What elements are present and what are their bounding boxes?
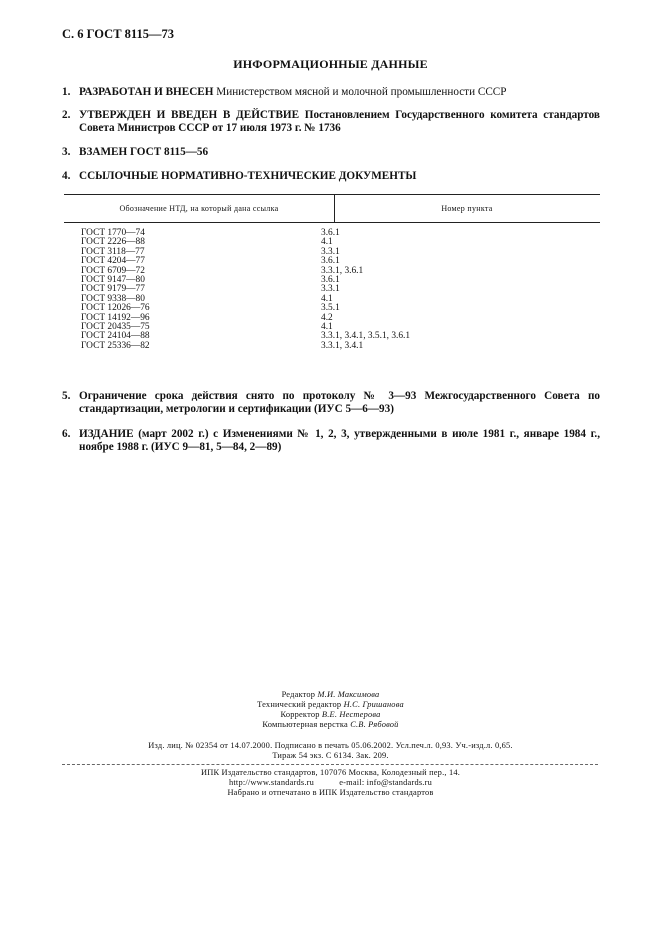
- document-designation: ГОСТ 4204—77: [81, 256, 145, 267]
- imprint-editor: Редактор М.И. Максимова: [281, 690, 380, 699]
- imprint-publisher-address: ИПК Издательство стандартов, 107076 Москва, Колодезный пер., 14.: [200, 768, 461, 777]
- clause-number: 4.1: [321, 293, 333, 304]
- clause-number: 3.6.1: [321, 256, 340, 267]
- document-designation: ГОСТ 12026—76: [81, 303, 150, 314]
- item-text: Ограничение срока действия снято по протоколу № 3—93 Межгосударственного Совета по стандартизации, метрологии и сертификации (ИУС 5—6—93): [79, 390, 600, 415]
- document-designation: ГОСТ 9338—80: [81, 293, 145, 304]
- item-number: 1.: [62, 86, 71, 98]
- imprint-tech-editor: Технический редактор Н.С. Гришанова: [257, 700, 404, 709]
- clause-number: 3.3.1: [321, 246, 340, 257]
- table-header: [64, 195, 600, 223]
- imprint-contacts: [0, 778, 661, 788]
- clause-number: 3.3.1, 3.6.1: [321, 265, 364, 276]
- item-text: Министерством мясной и молочной промышленности СССР: [213, 86, 507, 98]
- clause-number: 4.1: [321, 237, 333, 248]
- imprint-corrector: Корректор В.Е. Нестерова: [280, 710, 381, 719]
- clause-number: 3.3.1, 3.4.1, 3.5.1, 3.6.1: [321, 331, 411, 342]
- clause-number: 4.1: [321, 321, 333, 332]
- document-designation: ГОСТ 9179—77: [81, 284, 145, 295]
- imprint-publisher: [0, 768, 661, 798]
- table-body: [64, 223, 600, 351]
- item-text: Постановлением Государственного комитета стандартов Совета Министров СССР от 17 июля 1973 г. № 1736: [79, 109, 600, 134]
- document-designation: ГОСТ 6709—72: [81, 265, 145, 276]
- clause-number: 3.6.1: [321, 274, 340, 285]
- item-number: 3.: [62, 146, 71, 158]
- clause-number: 3.3.1: [321, 284, 340, 295]
- info-item-4: [62, 170, 600, 183]
- document-designation: ГОСТ 3118—77: [81, 246, 145, 257]
- imprint-credits: [0, 690, 661, 730]
- document-designation: ГОСТ 24104—88: [81, 331, 150, 342]
- item-text: ВЗАМЕН ГОСТ 8115—56: [79, 146, 209, 158]
- imprint-printed: Набрано и отпечатано в ИПК Издательство стандартов: [227, 788, 434, 797]
- item-lead: РАЗРАБОТАН И ВНЕСЕН: [79, 86, 214, 98]
- imprint-print-run: Тираж 54 экз. С 6134. Зак. 209.: [272, 751, 389, 760]
- item-text: (март 2002 г.) с Изменениями № 1, 2, 3, утвержденными в июле 1981 г., январе 1984 г., ноябре 1988 г. (ИУС 9—81, 5—84, 2—89): [79, 428, 600, 453]
- divider: [62, 764, 598, 765]
- info-item-6: [62, 428, 600, 454]
- page-header: С. 6 ГОСТ 8115—73: [62, 27, 174, 41]
- imprint-email: e-mail: info@standards.ru: [339, 778, 432, 787]
- item-number: 2.: [62, 109, 71, 121]
- info-item-1: [62, 86, 600, 99]
- reference-documents-table: [64, 194, 600, 351]
- imprint-layout: Компьютерная верстка С.В. Рябовой: [262, 720, 399, 729]
- item-number: 4.: [62, 170, 71, 182]
- clause-number: 4.2: [321, 312, 333, 323]
- document-designation: ГОСТ 2226—88: [81, 237, 145, 248]
- document-designation: ГОСТ 25336—82: [81, 340, 150, 351]
- clause-number: 3.6.1: [321, 228, 340, 238]
- document-designation: ГОСТ 14192—96: [81, 312, 150, 323]
- column-header-clause: Номер пункта: [441, 204, 493, 213]
- imprint-web: http://www.standards.ru: [229, 778, 315, 787]
- table-row: [64, 342, 600, 351]
- item-number: 6.: [62, 428, 71, 440]
- document-title: ИНФОРМАЦИОННЫЕ ДАННЫЕ: [233, 57, 428, 71]
- document-designation: ГОСТ 9147—80: [81, 274, 145, 285]
- imprint-license-line: Изд. лиц. № 02354 от 14.07.2000. Подписано в печать 05.06.2002. Усл.печ.л. 0,93. Уч.-изд.л. 0,65.: [148, 741, 513, 750]
- info-item-3: [62, 146, 600, 159]
- item-number: 5.: [62, 390, 71, 402]
- item-lead: УТВЕРЖДЕН И ВВЕДЕН В ДЕЙСТВИЕ: [79, 109, 300, 121]
- item-text: ССЫЛОЧНЫЕ НОРМАТИВНО-ТЕХНИЧЕСКИЕ ДОКУМЕНТЫ: [79, 170, 417, 182]
- document-designation: ГОСТ 1770—74: [81, 228, 145, 238]
- clause-number: 3.3.1, 3.4.1: [321, 340, 364, 351]
- info-item-2: [62, 109, 600, 135]
- column-header-document: Обозначение НТД, на который дана ссылка: [119, 204, 279, 213]
- document-designation: ГОСТ 20435—75: [81, 321, 150, 332]
- imprint-license: [0, 741, 661, 761]
- info-item-5: [62, 390, 600, 416]
- clause-number: 3.5.1: [321, 303, 340, 314]
- item-lead: ИЗДАНИЕ: [79, 428, 134, 440]
